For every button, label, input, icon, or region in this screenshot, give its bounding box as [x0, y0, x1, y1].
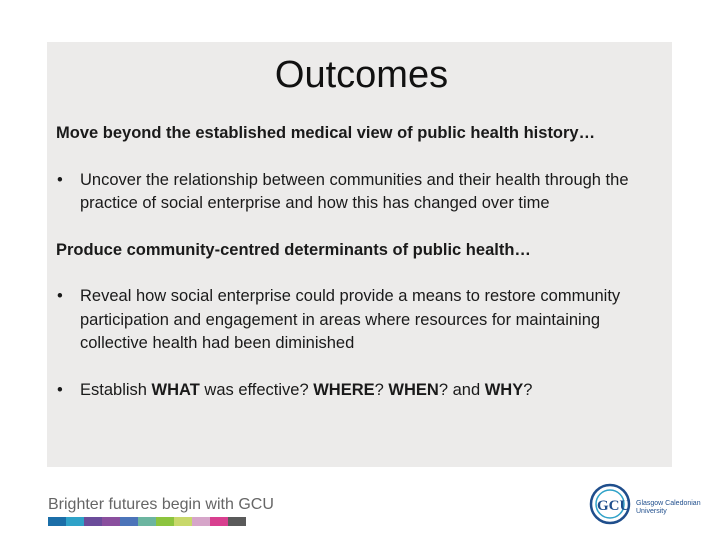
color-swatch — [156, 517, 174, 526]
bullet-text: Uncover the relationship between communities and their health through the practice of social enterprise and how this has changed over time — [80, 170, 629, 212]
bullet-dot: • — [57, 287, 63, 305]
color-swatch — [228, 517, 246, 526]
bullet-2 — [56, 285, 666, 356]
footer-tagline: Brighter futures begin with GCU — [48, 496, 274, 513]
color-swatch — [174, 517, 192, 526]
bullet-dot: • — [57, 170, 63, 189]
color-swatch — [84, 517, 102, 526]
color-swatch — [192, 517, 210, 526]
slide-content — [56, 122, 666, 402]
bullet-text: Reveal how social enterprise could provide a means to restore community participation and engagement in areas where resources for maintaining collective health had been diminished — [80, 287, 621, 352]
color-swatch — [210, 517, 228, 526]
color-swatch — [66, 517, 84, 526]
bullet-3 — [56, 379, 666, 403]
logo-wordmark: Glasgow Caledonian University — [636, 500, 701, 515]
section-heading-1: Move beyond the established medical view of public health history… — [56, 124, 596, 142]
color-swatch — [120, 517, 138, 526]
color-swatch — [138, 517, 156, 526]
footer-color-bar — [48, 517, 246, 526]
color-swatch — [48, 517, 66, 526]
section-heading-2: Produce community-centred determinants of public health… — [56, 240, 531, 259]
bullet-dot: • — [57, 380, 63, 399]
logo-initials: GCU — [597, 498, 631, 514]
bullet-text: Establish WHAT was effective? WHERE? WHEN? and WHY? — [80, 380, 533, 399]
color-swatch — [102, 517, 120, 526]
slide-title: Outcomes — [274, 54, 449, 96]
bullet-1 — [56, 169, 666, 216]
slide-panel — [47, 42, 672, 467]
